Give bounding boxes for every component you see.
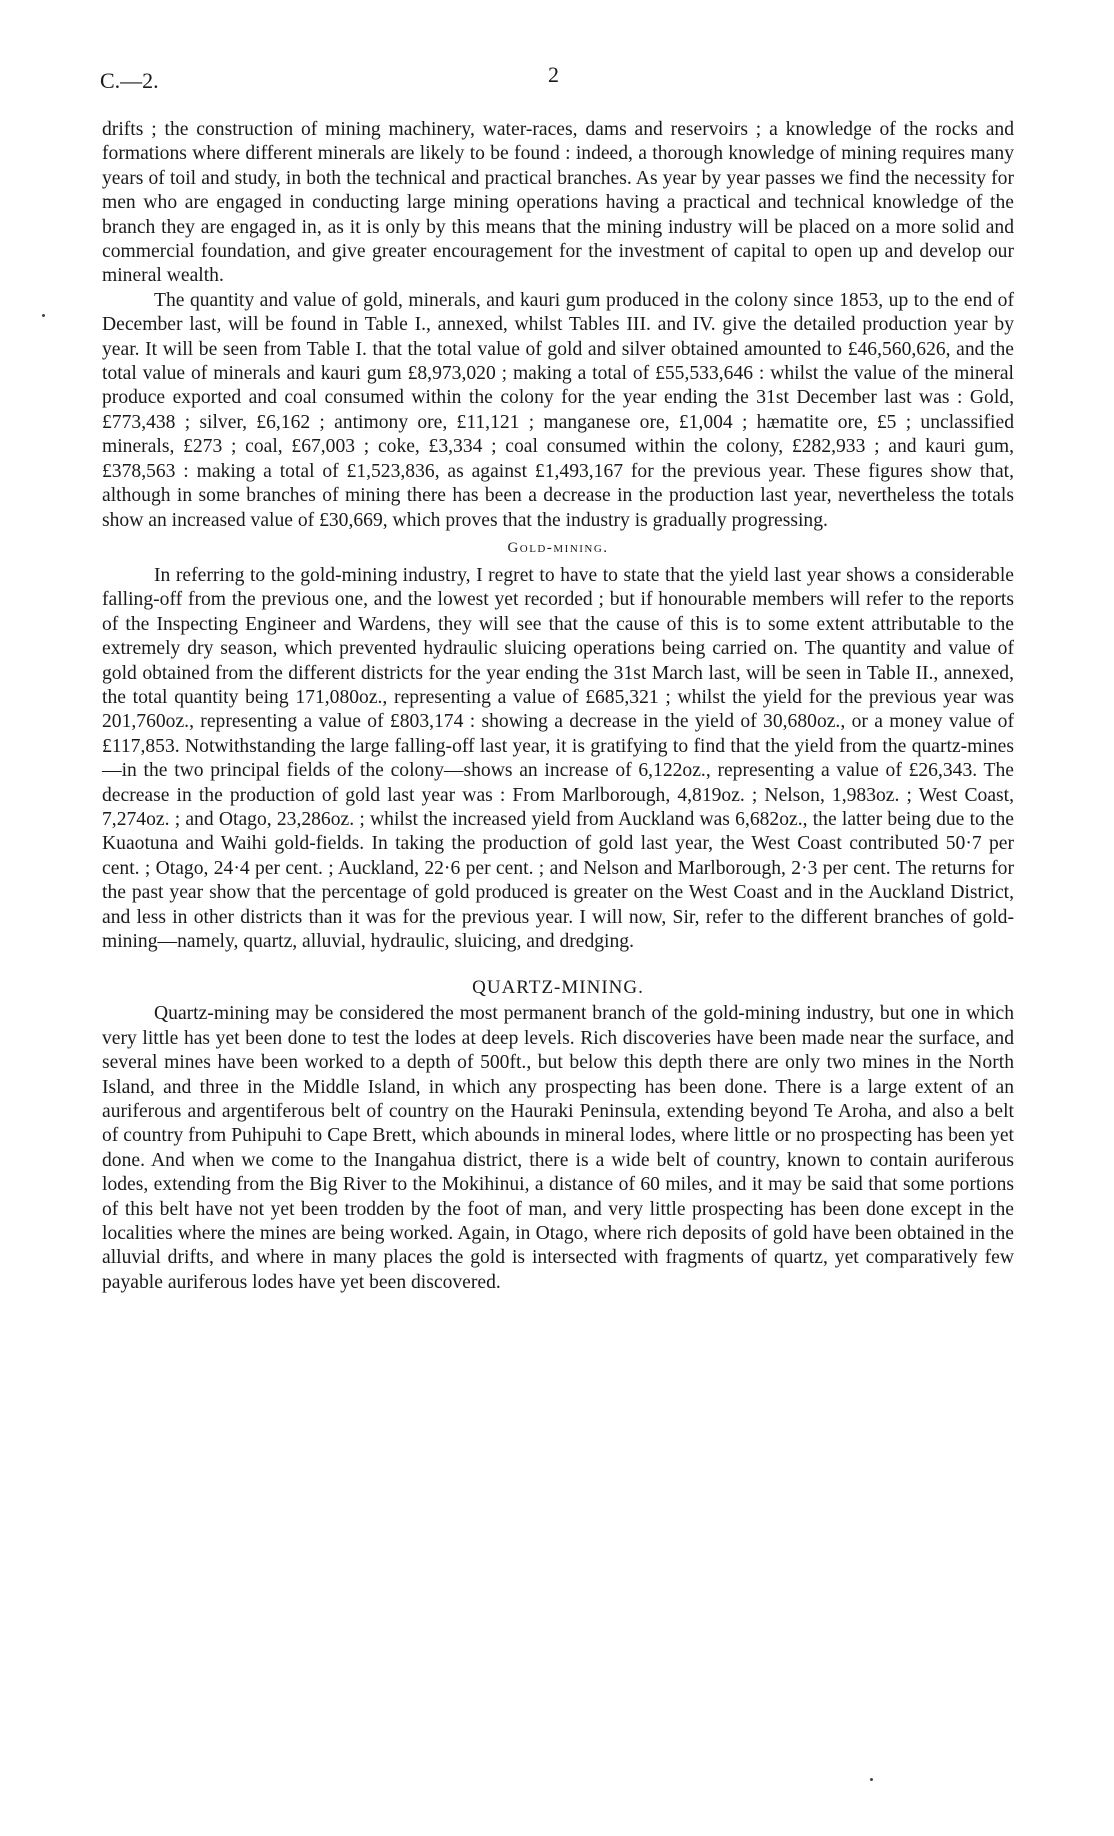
body-text (102, 118, 1014, 1295)
paragraph-continuation: drifts ; the construction of mining machinery, water-races, dams and reservoirs ; a knowledge of the rocks and formations where different minerals are likely to be found : indeed, a thorough knowledge of mining requires many years of toil and study, in both the technical and practical branches. As year by year passes we find the necessity for men who are engaged in conducting large mining operations having a practical and technical knowledge of the branch they are engaged in, as it is only by this means that the mining industry will be placed on a more solid and commercial foundation, and give greater encouragement for the investment of capital to open up and develop our mineral wealth. (102, 119, 1014, 287)
paragraph-quartz-mining: Quartz-mining may be considered the most permanent branch of the gold-mining industry, but one in which very little has yet been done to test the lodes at deep levels. Rich discoveries have been made near the surface, and several mines have been worked to a depth of 500ft., but below this depth there are only two mines in the North Island, and three in the Middle Island, in which any prospecting has been done. There is a large extent of an auriferous and argentiferous belt of country on the Hauraki Peninsula, extending beyond Te Aroha, and also a belt of country from Puhipuhi to Cape Brett, which abounds in mineral lodes, where little or no prospecting has been yet done. And when we come to the Inangahua district, there is a wide belt of country, known to contain auriferous lodes, extending from the Big River to the Mokihinui, a distance of 60 miles, and it may be said that some portions of this belt have not yet been trodden by the foot of man, and very little prospecting has been done except in the localities where the mines are being worked. Again, in Otago, where rich deposits of gold have been obtained in the alluvial drifts, and where in many places the gold is intersected with fragments of quartz, yet comparatively few payable auriferous lodes have yet been discovered. (102, 1003, 1014, 1293)
section-heading-text: Gold-mining. (507, 539, 609, 556)
paragraph-gold-mining: In referring to the gold-mining industry, I regret to have to state that the yield last year shows a considerable falling-off from the previous one, and the lowest yet recorded ; but if honourable members will refer to the reports of the Inspecting Engineer and Wardens, they will see that the cause of this is to some extent attributable to the extremely dry season, which prevented hydraulic sluicing operations being carried on. The quantity and value of gold obtained from the different districts for the year ending the 31st March last, will be seen in Table II., annexed, the total quantity being 171,080oz., representing a value of £685,321 ; whilst the yield for the previous year was 201,760oz., representing a value of £803,174 : showing a decrease in the yield of 30,680oz., or a money value of £117,853. Notwithstanding the large falling-off last year, it is gratifying to find that the yield from the quartz-mines—in the two principal fields of the colony—shows an increase of 6,122oz., representing a value of £26,343. The decrease in the production of gold last year was : From Marlborough, 4,819oz. ; Nelson, 1,983oz. ; West Coast, 7,274oz. ; and Otago, 23,286oz. ; whilst the increased yield from Auckland was 6,682oz., the latter being due to the Kuaotuna and Waihi gold-fields. In taking the production of gold last year, the West Coast contributed 50·7 per cent. ; Otago, 24·4 per cent. ; Auckland, 22·6 per cent. ; and Nelson and Marlborough, 2·3 per cent. The returns for the past year show that the percentage of gold produced is greater on the West Coast and in the Auckland District, and less in other districts than it was for the previous year. I will now, Sir, refer to the different branches of gold-mining—namely, quartz, alluvial, hydraulic, sluicing, and dredging. (102, 564, 1014, 952)
margin-mark (42, 314, 45, 317)
margin-mark (870, 1778, 873, 1781)
page-number: 2 (548, 62, 559, 87)
section-heading-quartz-mining: QUARTZ-MINING. (472, 977, 644, 999)
document-reference: C.—2. (100, 68, 159, 93)
paragraph-production: The quantity and value of gold, minerals, and kauri gum produced in the colony since 1853, up to the end of December last, will be found in Table I., annexed, whilst Tables III. and IV. give the detailed production year by year. It will be seen from Table I. that the total value of gold and silver obtained amounted to £46,560,626, and the total value of minerals and kauri gum £8,973,020 ; making a total of £55,533,646 : whilst the value of the mineral produce exported and coal consumed within the colony for the year ending the 31st December last was : Gold, £773,438 ; silver, £6,162 ; antimony ore, £11,121 ; manganese ore, £1,004 ; hæmatite ore, £5 ; unclassified minerals, £273 ; coal, £67,003 ; coke, £3,334 ; coal consumed within the colony, £282,933 ; and kauri gum, £378,563 : making a total of £1,523,836, as against £1,493,167 for the previous year. These figures show that, although in some branches of mining there has been a decrease in the production last year, nevertheless the totals show an increased value of £30,669, which proves that the industry is gradually progressing. (102, 289, 1014, 531)
section-heading-gold-mining (102, 536, 1014, 560)
